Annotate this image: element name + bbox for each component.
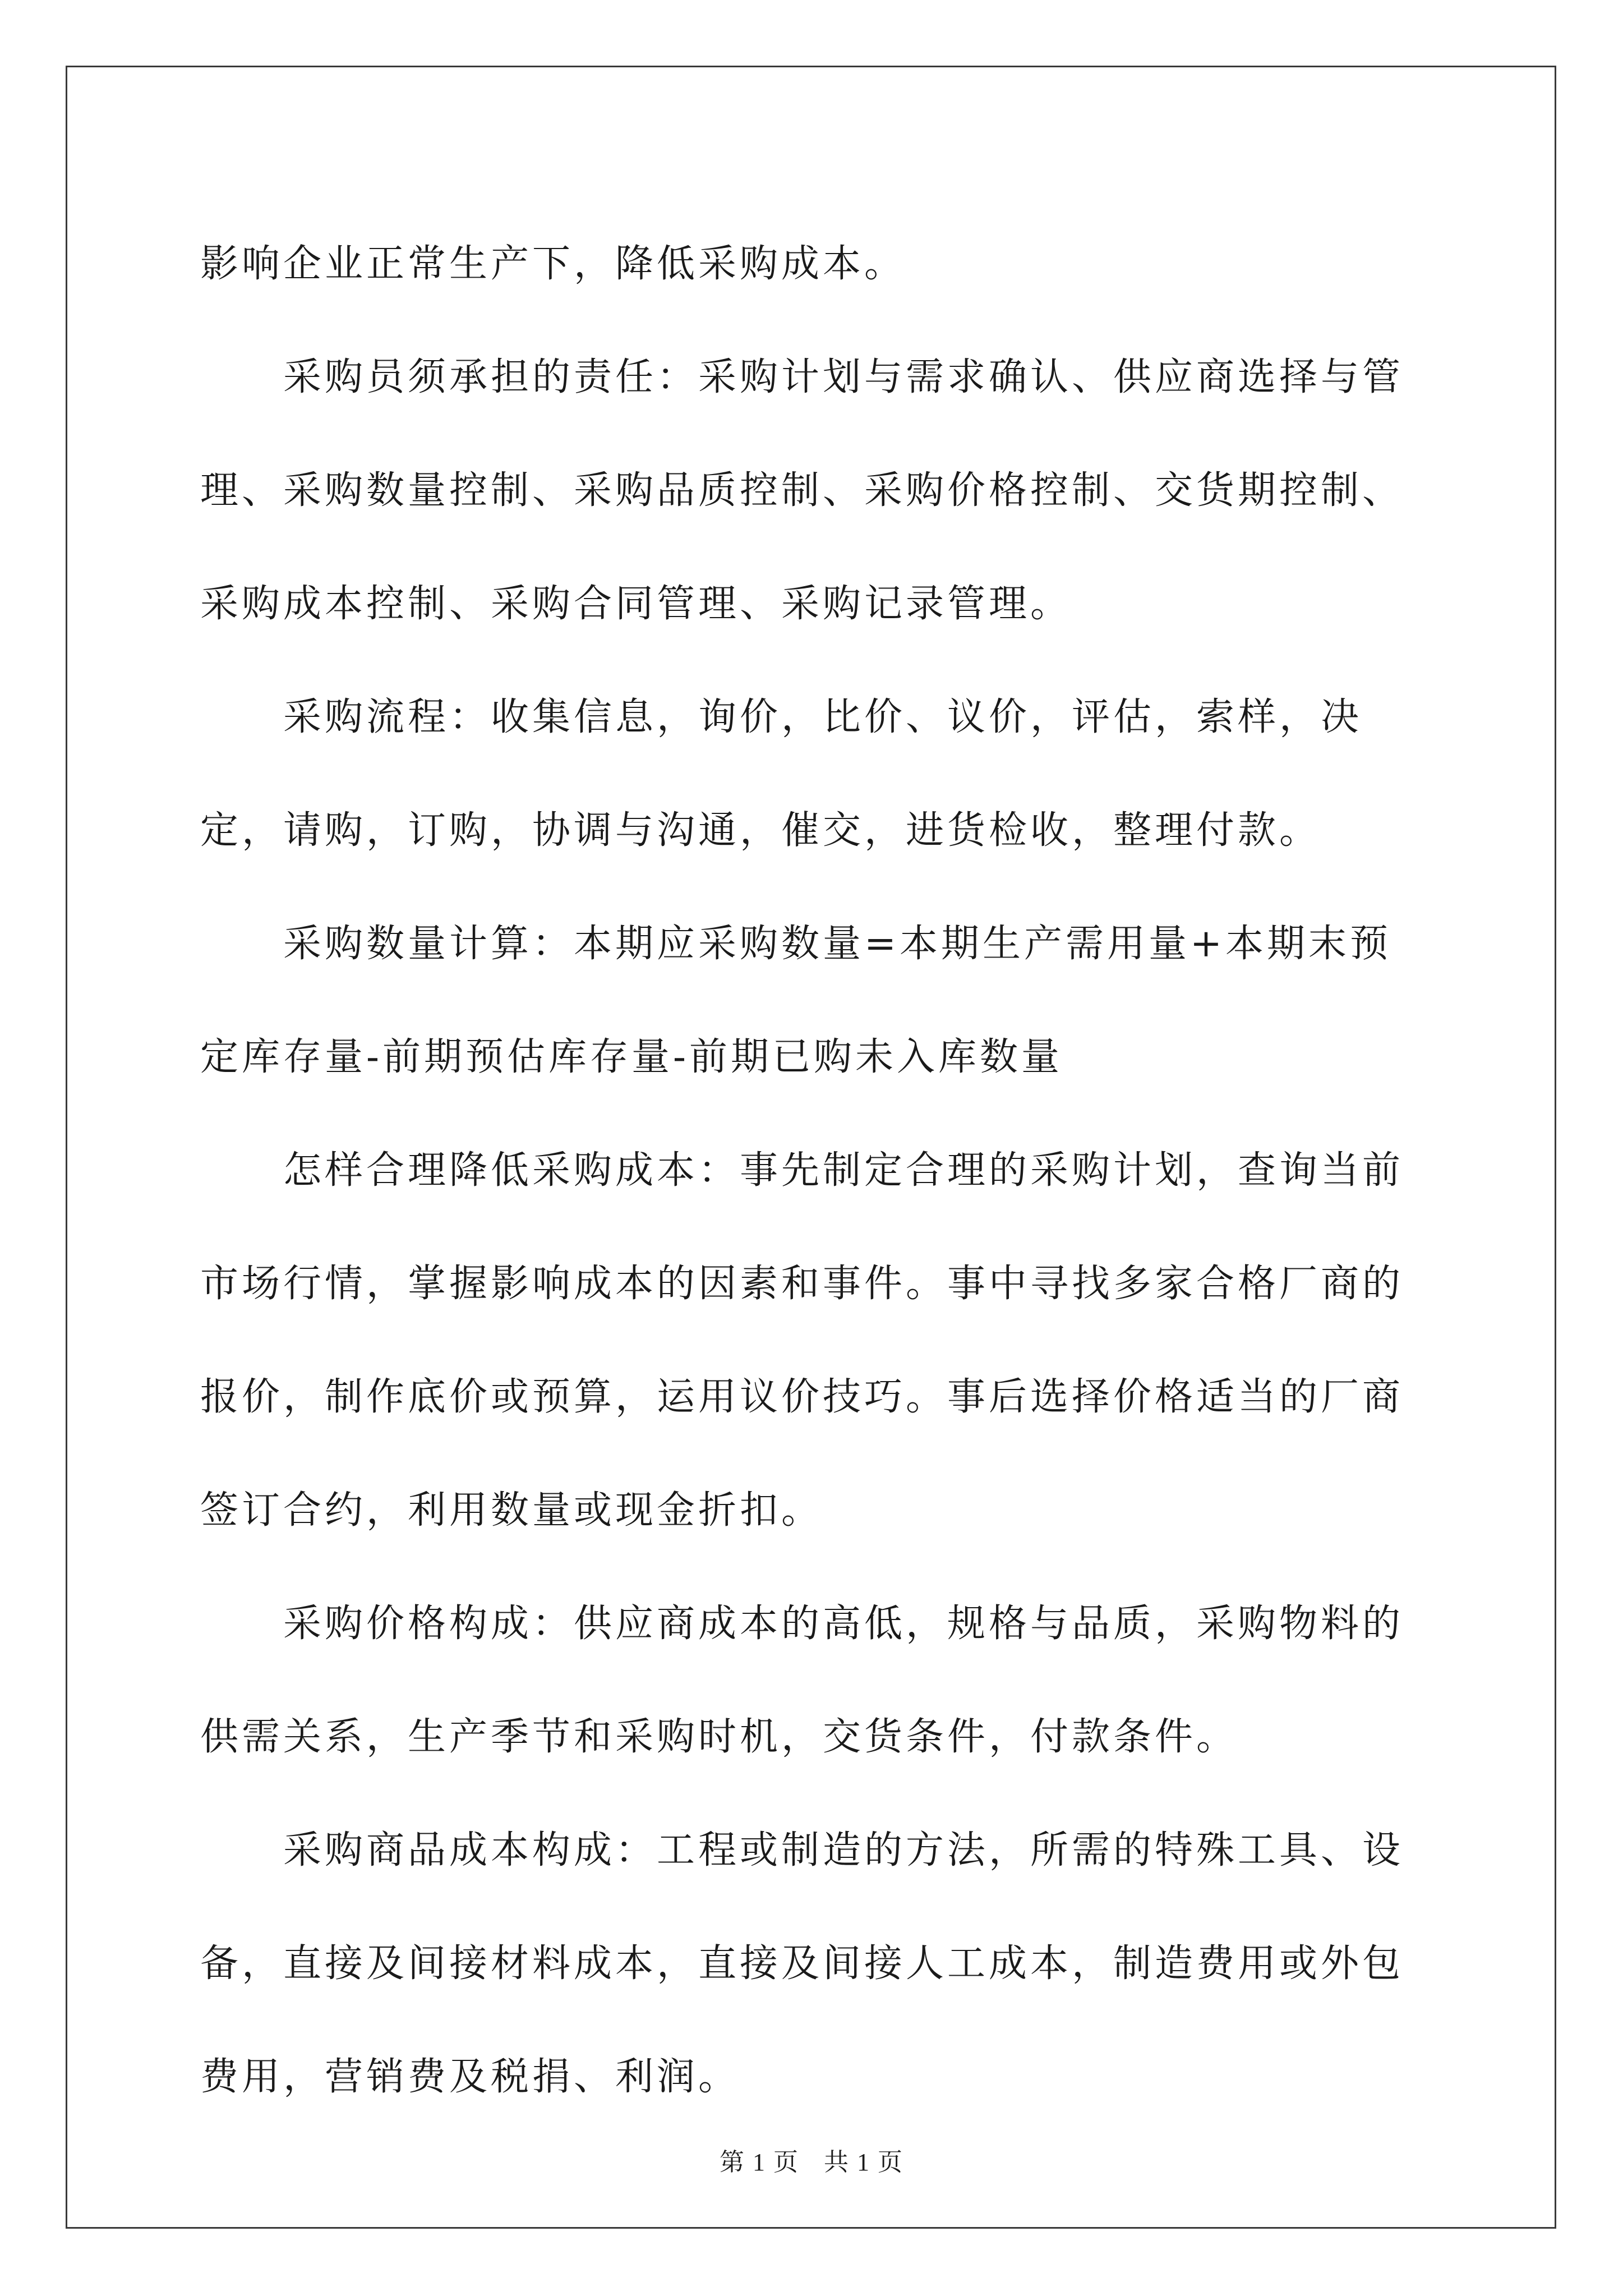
page-number: 第 1 页 — [720, 2148, 799, 2176]
paragraph-quantity-calculation: 采购数量计算：本期应采购数量=本期生产需用量+本期末预定库存量-前期预估库存量-前期已购未入库数量 — [200, 922, 1391, 1079]
paragraph-price-composition: 采购价格构成：供应商成本的高低，规格与品质，采购物料的供需关系，生产季节和采购时机，交货条件，付款条件。 — [200, 1602, 1404, 1759]
paragraph-buyer-responsibilities: 采购员须承担的责任：采购计划与需求确认、供应商选择与管理、采购数量控制、采购品质控制、采购价格控制、交货期控制、采购成本控制、采购合同管理、采购记录管理。 — [200, 355, 1404, 626]
page-footer — [0, 2146, 1623, 2179]
page-total: 共 1 页 — [824, 2148, 903, 2176]
paragraph-continuation: 影响企业正常生产下，降低采购成本。 — [200, 242, 906, 286]
paragraph-cost-reduction: 怎样合理降低采购成本：事先制定合理的采购计划，查询当前市场行情，掌握影响成本的因素和事件。事中寻找多家合格厂商的报价，制作底价或预算，运用议价技巧。事后选择价格适当的厂商签订合约，利用数量或现金折扣。 — [200, 1148, 1404, 1533]
document-body — [200, 208, 1417, 2134]
paragraph-purchasing-process: 采购流程：收集信息，询价，比价、议价，评估，索样，决定，请购，订购，协调与沟通，催交，进货检收，整理付款。 — [200, 695, 1363, 853]
paragraph-cost-composition: 采购商品成本构成：工程或制造的方法，所需的特殊工具、设备，直接及间接材料成本，直接及间接人工成本，制造费用或外包费用，营销费及税捐、利润。 — [200, 1828, 1404, 2099]
